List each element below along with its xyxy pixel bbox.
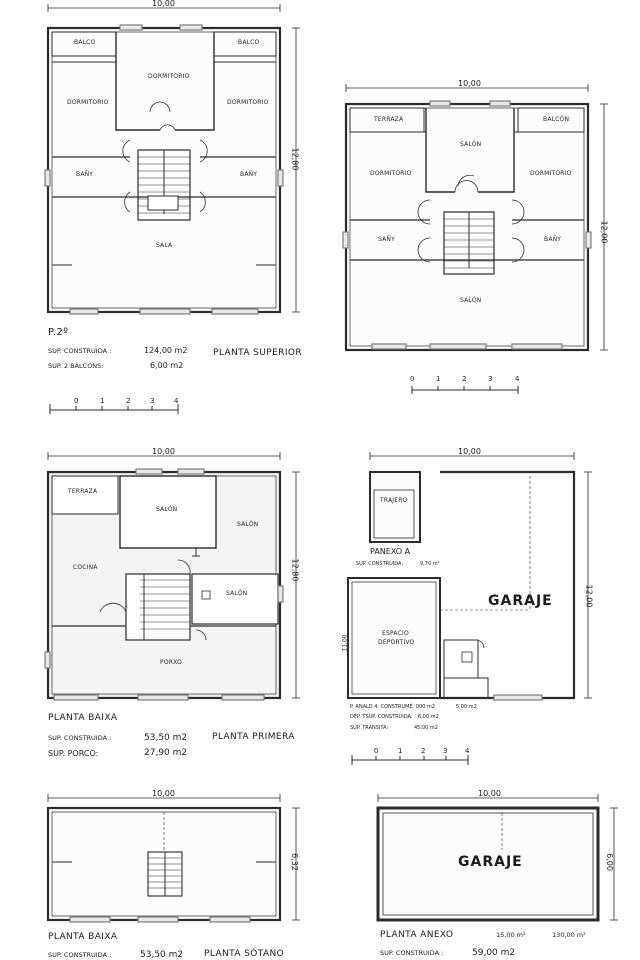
scale-tick: 4 [515, 375, 520, 383]
scale-tick: 2 [126, 397, 131, 405]
area-value: 27,90 m2 [144, 748, 188, 758]
notes-label: SUP. TRANSITA: [350, 725, 389, 731]
plan-title: PLANTA SUPERIOR [213, 348, 303, 358]
plan-title: PLANTA ANEXO [380, 930, 454, 940]
room-label: SALÓN [237, 521, 259, 528]
area-value: 53,50 m2 [140, 950, 184, 960]
room-label: SALÓN [226, 590, 248, 597]
plan-sotano [48, 794, 300, 922]
dimension-width: 10,00 [478, 789, 501, 798]
room-label: DORMITORIO [227, 99, 269, 106]
room-label: COCINA [73, 564, 98, 571]
plan-title: PLANTA PRIMERA [212, 732, 295, 742]
dimension-depth: 12,80 [290, 558, 300, 582]
room-label: BALCO [74, 39, 96, 46]
room-label: BALCÓN [543, 116, 570, 123]
scale-tick: 0 [74, 397, 79, 405]
area-label: SUP. CONSTRUIDA : [48, 951, 112, 959]
scale-tick: 3 [443, 747, 448, 755]
notes-value: 5,00 m2 [456, 704, 477, 710]
dimension-side: 11,00 [341, 634, 349, 652]
dimension-depth: 6,00 [604, 853, 614, 871]
room-label: SALÓN [460, 141, 482, 148]
room-label: DORMITORIO [67, 99, 109, 106]
area-value: 124,00 m2 [144, 346, 188, 355]
area-label: SUP. CONSTRUIDA : [380, 949, 444, 957]
dimension-width: 10,00 [458, 79, 481, 88]
garage-label: GARAJE [458, 854, 523, 870]
dimension-width: 10,00 [458, 447, 481, 456]
area-value: 15,00 m² [496, 931, 526, 939]
annex-title: PANEXO A [370, 547, 411, 556]
dimension-depth: 12,80 [290, 147, 300, 171]
plan-title: PLANTA BAIXA [48, 713, 118, 723]
scale-bar-1 [50, 404, 178, 414]
garage-label: GARAJE [488, 593, 553, 609]
room-label: TERRAZA [68, 488, 98, 495]
scale-tick: 0 [374, 747, 379, 755]
area-value: 6,00 m2 [150, 361, 184, 370]
area-label: SUP. CONSTRUIDA : [48, 734, 112, 742]
scale-tick: 3 [488, 375, 493, 383]
dimension-width: 10,00 [152, 789, 175, 798]
dimension-width: 10,00 [152, 0, 175, 8]
area-value: 59,00 m2 [472, 948, 516, 958]
room-label: BAÑY [76, 171, 94, 178]
area-value: 130,00 m² [552, 931, 586, 939]
plan-title: PLANTA SÓTANO [204, 949, 285, 959]
notes-value: 6,00 m2 [418, 714, 439, 720]
scale-tick: 2 [421, 747, 426, 755]
dimension-width: 10,00 [152, 447, 175, 456]
scale-tick: 4 [174, 397, 179, 405]
notes-label: DEP. TSUP. CONSTRUIDA: [350, 714, 413, 720]
scale-tick: 4 [465, 747, 470, 755]
scale-tick: 1 [100, 397, 105, 405]
scale-tick: 0 [410, 375, 415, 383]
dimension-depth: 6,32 [289, 853, 299, 871]
annex-area-value: 9,70 m² [420, 561, 440, 567]
area-label: SUP. PORCO: [48, 749, 99, 758]
scale-tick: 1 [398, 747, 403, 755]
room-label: DORMITORIO [148, 73, 190, 80]
room-label: TERRAZA [374, 116, 404, 123]
room-label: SALÓN [156, 506, 178, 513]
room-label: DEPORTIVO [378, 639, 415, 646]
dimension-depth: 12,00 [584, 584, 594, 608]
area-value: 53,50 m2 [144, 733, 188, 743]
floor-label: P.2º [48, 327, 69, 338]
room-label: TRAJERO [380, 497, 408, 504]
annex-area-label: SUP. CONSTRUIDA: [356, 561, 404, 567]
plan-title: PLANTA BAIXA [48, 932, 118, 942]
area-label: SUP. CONSTRUIDA : [48, 347, 112, 355]
scale-tick: 3 [150, 397, 155, 405]
room-label: SALA [156, 242, 173, 249]
room-label: ESPACIO [382, 630, 409, 637]
area-label: SUP. 2 BALCONS: [48, 362, 104, 370]
room-label: SAÑY [378, 236, 395, 243]
dimension-depth: 12,00 [599, 220, 609, 244]
room-label: PORXO [160, 659, 182, 666]
notes-label: P. ANALD 4. CONSTRUMÉ. 000 m2 [350, 704, 435, 710]
plan-superior [45, 4, 300, 314]
room-label: BALCO [238, 39, 260, 46]
notes-value: 45,00 m2 [414, 725, 438, 731]
room-label: DORMITORIO [530, 170, 572, 177]
room-label: SALÓN [460, 297, 482, 304]
scale-tick: 2 [462, 375, 467, 383]
room-label: DORMITORIO [370, 170, 412, 177]
scale-tick: 1 [436, 375, 441, 383]
room-label: BAÑY [544, 236, 562, 243]
room-label: BAÑY [240, 171, 258, 178]
